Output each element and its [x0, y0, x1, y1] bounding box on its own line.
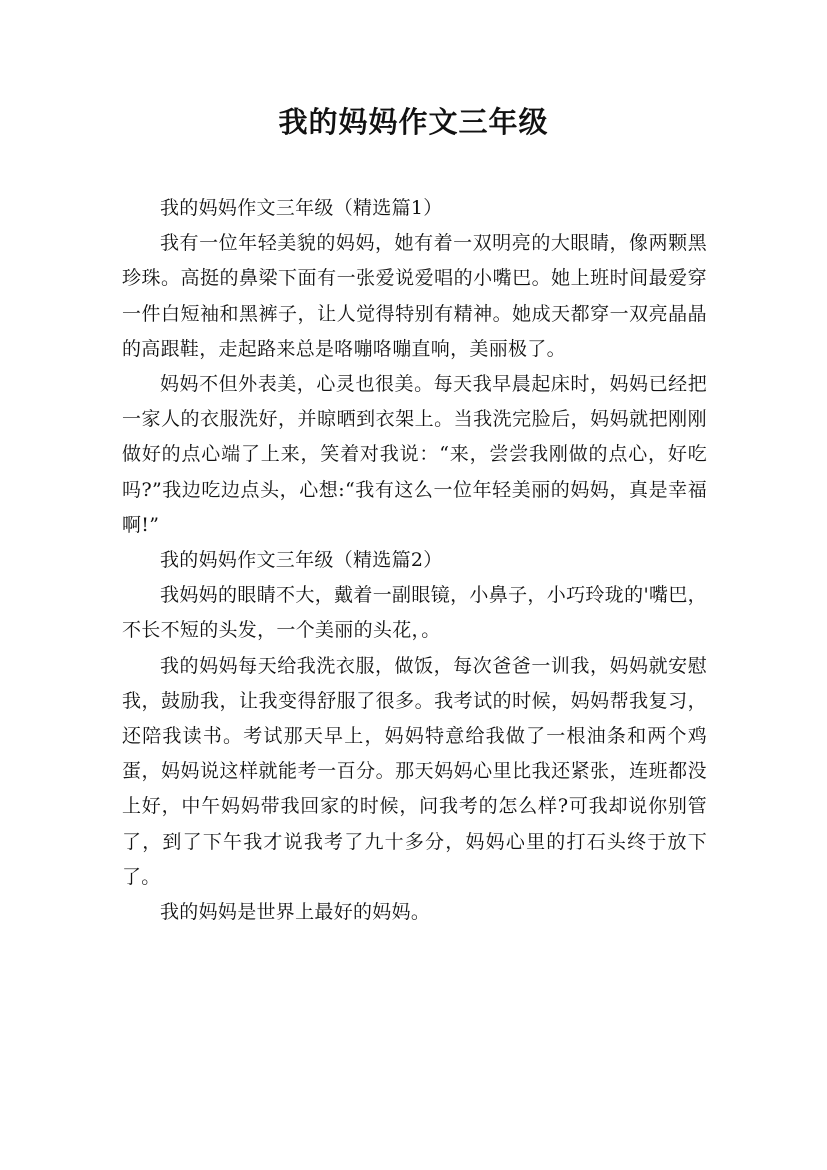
document-body: [122, 191, 707, 930]
paragraph: 我妈妈的眼睛不大，戴着一副眼镜，小鼻子，小巧玲珑的'嘴巴，不长不短的头发，一个美丽的头花，。: [122, 584, 707, 642]
paragraph: 妈妈不但外表美，心灵也很美。每天我早晨起床时，妈妈已经把一家人的衣服洗好，并晾晒到衣架上。当我洗完脸后，妈妈就把刚刚做好的点心端了上来，笑着对我说：“来，尝尝我刚做的点心，好吃吗?”我边吃边点头，心想:“我有这么一位年轻美丽的妈妈，真是幸福啊!”: [122, 373, 707, 536]
document-title: 我的妈妈作文三年级: [278, 105, 549, 139]
section-heading-2: 我的妈妈作文三年级（精选篇2）: [160, 549, 443, 572]
paragraph: 我的妈妈是世界上最好的妈妈。: [160, 901, 431, 924]
section-heading-1: 我的妈妈作文三年级（精选篇1）: [160, 197, 443, 219]
paragraph: 我的妈妈每天给我洗衣服，做饭，每次爸爸一训我，妈妈就安慰我，鼓励我，让我变得舒服了很多。我考试的时候，妈妈帮我复习，还陪我读书。考试那天早上，妈妈特意给我做了一根油条和两个鸡蛋，妈妈说这样就能考一百分。那天妈妈心里比我还紧张，连班都没上好，中午妈妈带我回家的时候，问我考的怎么样?可我却说你别管了，到了下午我才说我考了九十多分，妈妈心里的打石头终于放下了。: [122, 654, 707, 888]
paragraph: 我有一位年轻美貌的妈妈，她有着一双明亮的大眼睛，像两颗黑珍珠。高挺的鼻梁下面有一张爱说爱唱的小嘴巴。她上班时间最爱穿一件白短袖和黑裤子，让人觉得特别有精神。她成天都穿一双亮晶晶的高跟鞋，走起路来总是咯嘣咯嘣直响，美丽极了。: [122, 232, 707, 360]
